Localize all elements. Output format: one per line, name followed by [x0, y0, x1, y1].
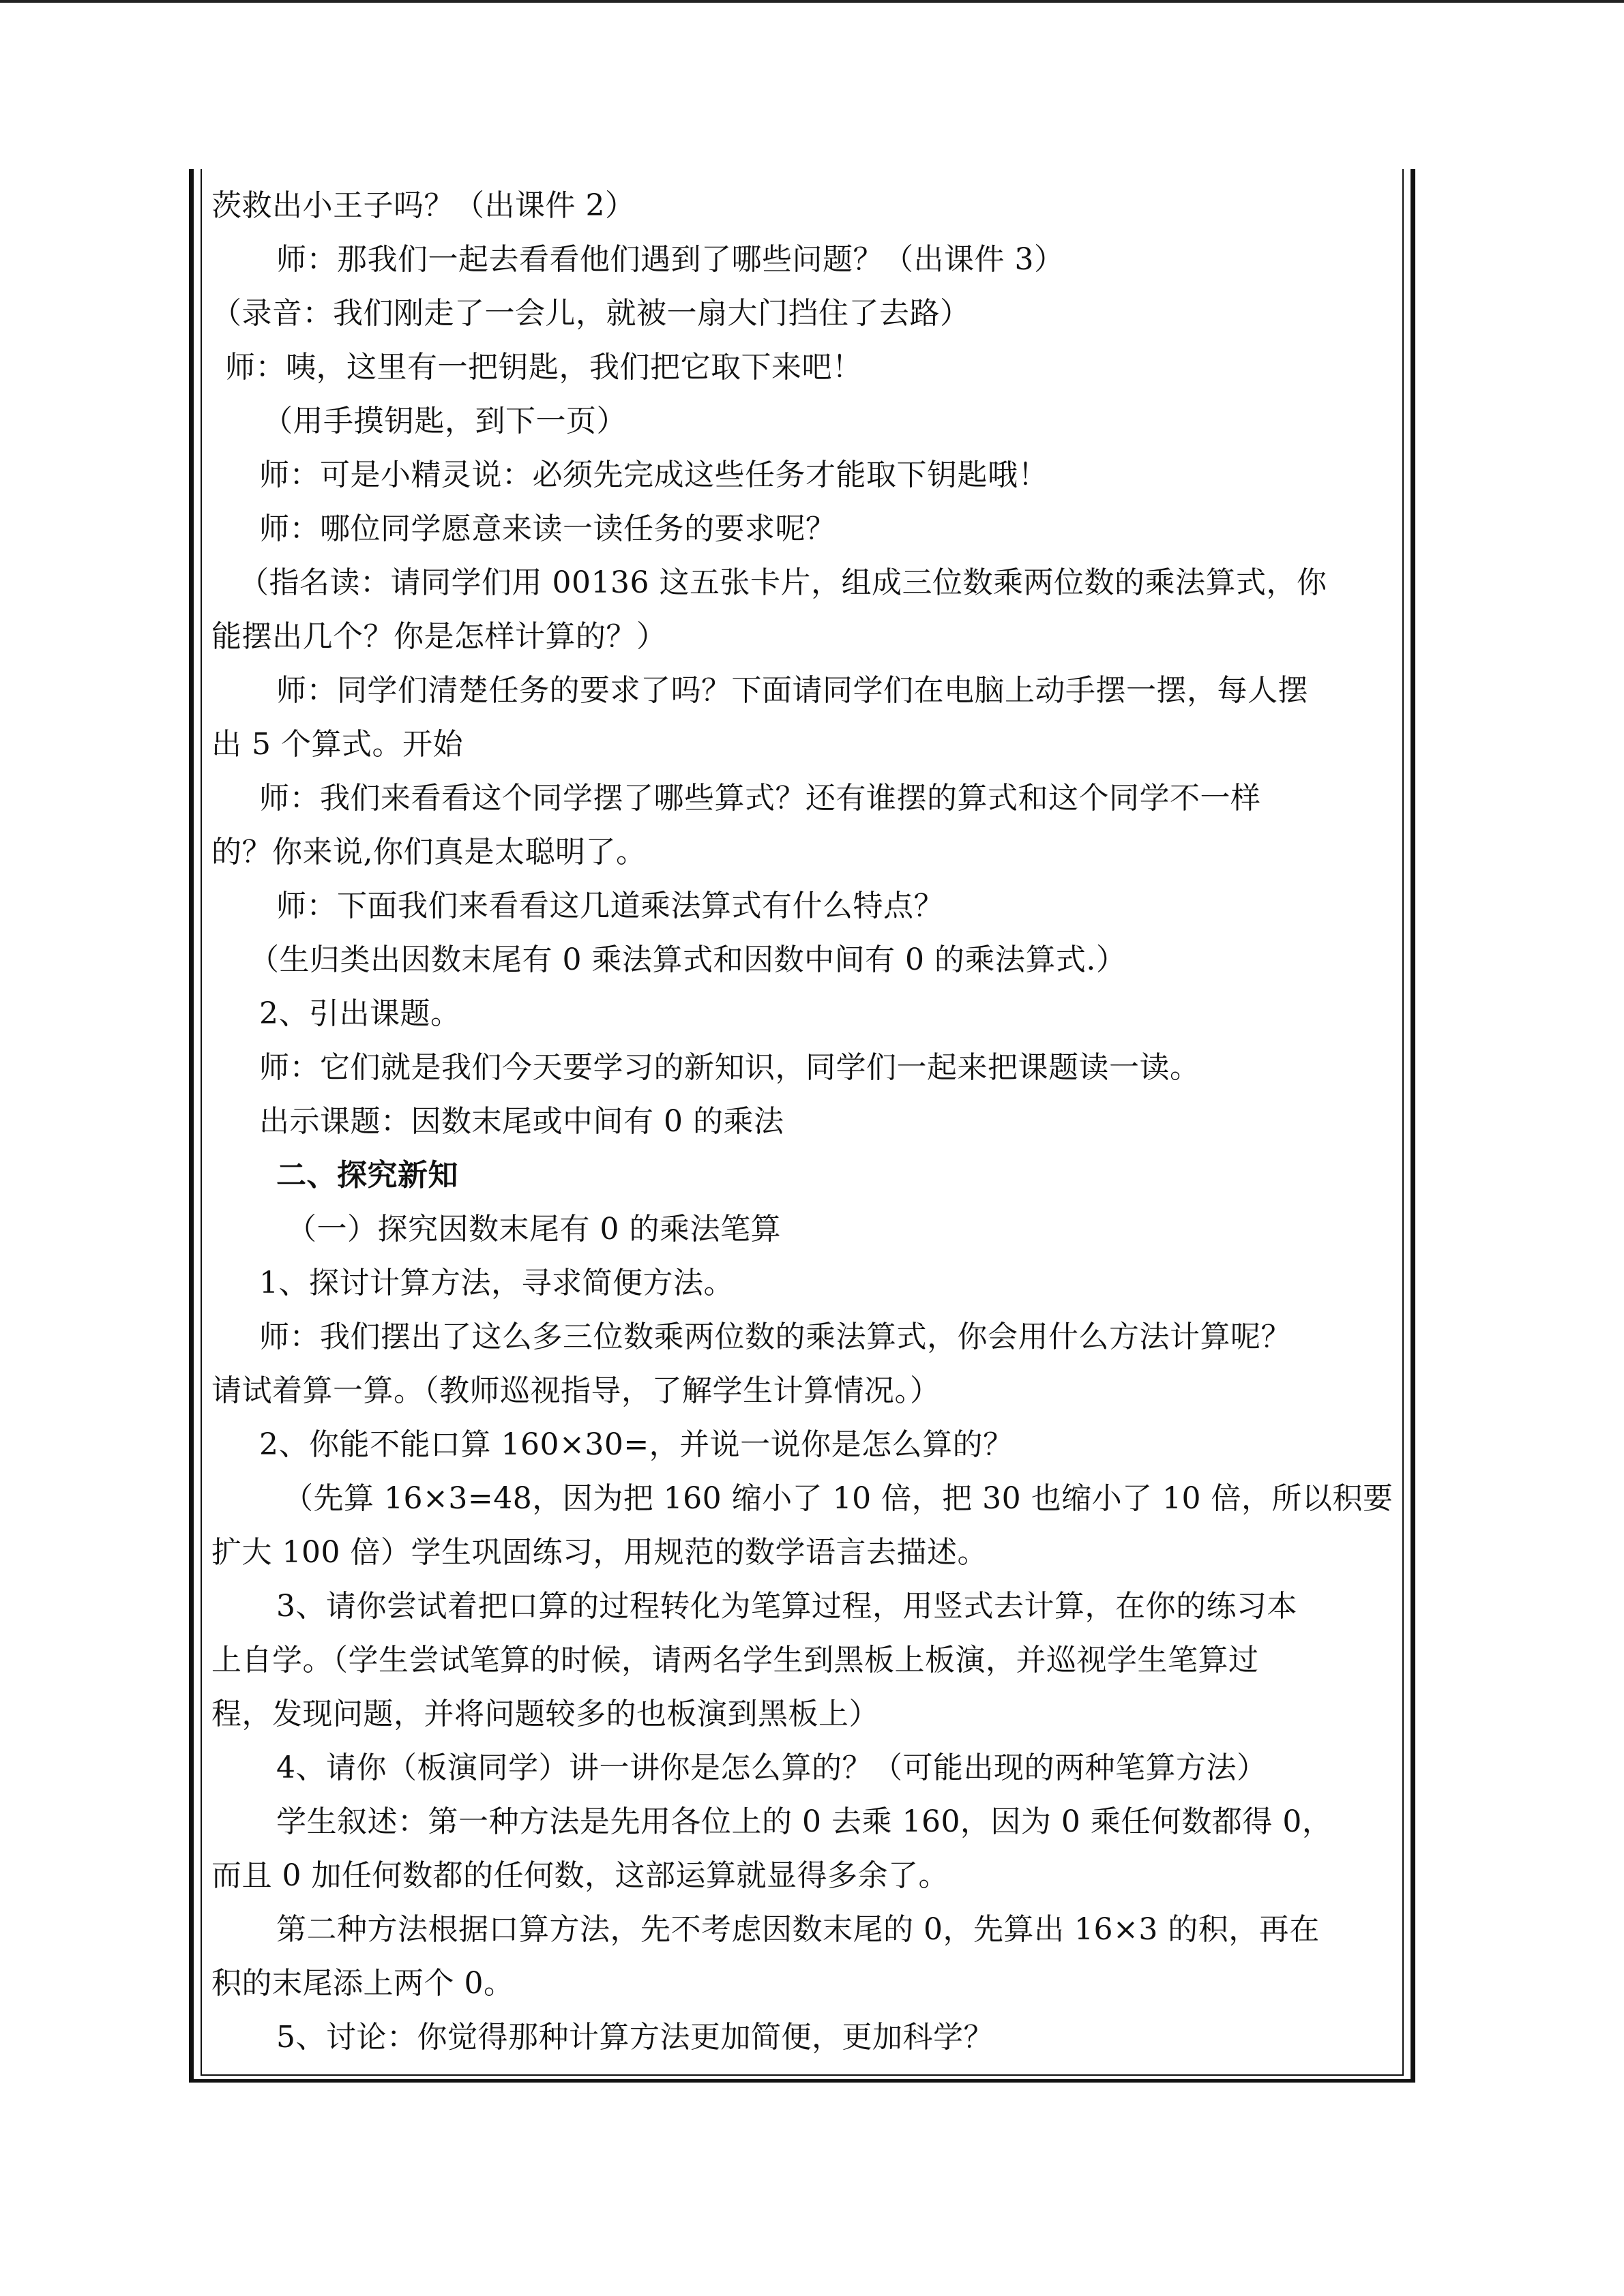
paragraph-line: 5、讨论：你觉得那种计算方法更加简便，更加科学？ [276, 2020, 994, 2055]
paragraph-line: 师：咦，这里有一把钥匙，我们把它取下来吧！ [225, 350, 863, 385]
paragraph-line: 扩大 100 倍）学生巩固练习，用规范的数学语言去描述。 [211, 1535, 988, 1570]
paragraph-line: （生归类出因数末尾有 0 乘法算式和因数中间有 0 的乘法算式.） [249, 942, 1127, 977]
paragraph-line: 2、引出课题。 [259, 996, 461, 1031]
paragraph-line: 能摆出几个？你是怎样计算的？） [211, 619, 667, 654]
section-heading: 二、探究新知 [276, 1158, 458, 1193]
paragraph-line: 积的末尾添上两个 0。 [211, 1966, 514, 2001]
paragraph-line: 3、请你尝试着把口算的过程转化为笔算过程，用竖式去计算，在你的练习本 [276, 1589, 1297, 1624]
paragraph-line: 的？你来说,你们真是太聪明了。 [211, 835, 647, 869]
paragraph-line: （一）探究因数末尾有 0 的乘法笔算 [286, 1212, 781, 1247]
paragraph-line: （用手摸钥匙，到下一页） [263, 404, 627, 438]
paragraph-line: 师：我们来看看这个同学摆了哪些算式？还有谁摆的算式和这个同学不一样 [259, 781, 1261, 816]
paragraph-line: 师：下面我们来看看这几道乘法算式有什么特点？ [276, 889, 944, 923]
paragraph-line: 上自学。（学生尝试笔算的时候，请两名学生到黑板上板演，并巡视学生笔算过 [211, 1643, 1259, 1678]
paragraph-line: （先算 16×3=48，因为把 160 缩小了 10 倍，把 30 也缩小了 10 倍，所以积要 [283, 1481, 1393, 1516]
document-body [211, 179, 1391, 2064]
paragraph-line: 程，发现问题，并将问题较多的也板演到黑板上） [211, 1697, 879, 1731]
paragraph-line: （指名读：请同学们用 00136 这五张卡片，组成三位数乘两位数的乘法算式，你 [239, 565, 1327, 600]
paragraph-line: 2、你能不能口算 160×30=，并说一说你是怎么算的？ [259, 1427, 1014, 1462]
paragraph-line: 师：我们摆出了这么多三位数乘两位数的乘法算式，你会用什么方法计算呢？ [259, 1320, 1291, 1354]
paragraph-line: 师：哪位同学愿意来读一读任务的要求呢？ [259, 511, 836, 546]
paragraph-line: 师：它们就是我们今天要学习的新知识，同学们一起来把课题读一读。 [259, 1050, 1200, 1085]
paragraph-line: 出示课题：因数末尾或中间有 0 的乘法 [259, 1104, 784, 1139]
page-top-border [0, 0, 1624, 3]
paragraph-line: 出 5 个算式。开始 [211, 727, 463, 762]
paragraph-line: （录音：我们刚走了一会儿，就被一扇大门挡住了去路） [211, 296, 971, 331]
paragraph-line: 而且 0 加任何数都的任何数，这部运算就显得多余了。 [211, 1858, 949, 1893]
paragraph-line: 请试着算一算。（教师巡视指导，了解学生计算情况。） [211, 1373, 941, 1408]
paragraph-line: 师：那我们一起去看看他们遇到了哪些问题？（出课件 3） [276, 242, 1065, 277]
paragraph-line: 1、探讨计算方法，寻求简便方法。 [259, 1266, 734, 1300]
paragraph-line: 师：可是小精灵说：必须先完成这些任务才能取下钥匙哦！ [259, 458, 1048, 492]
paragraph-line: 师：同学们清楚任务的要求了吗？下面请同学们在电脑上动手摆一摆，每人摆 [276, 673, 1308, 708]
paragraph-line: 学生叙述：第一种方法是先用各位上的 0 去乘 160，因为 0 乘任何数都得 0， [276, 1804, 1333, 1839]
paragraph-line: 4、请你（板演同学）讲一讲你是怎么算的？（可能出现的两种笔算方法） [276, 1750, 1267, 1785]
paragraph-line: 茨救出小王子吗？（出课件 2） [211, 188, 636, 223]
paragraph-line: 第二种方法根据口算方法，先不考虑因数末尾的 0，先算出 16×3 的积，再在 [276, 1912, 1320, 1947]
